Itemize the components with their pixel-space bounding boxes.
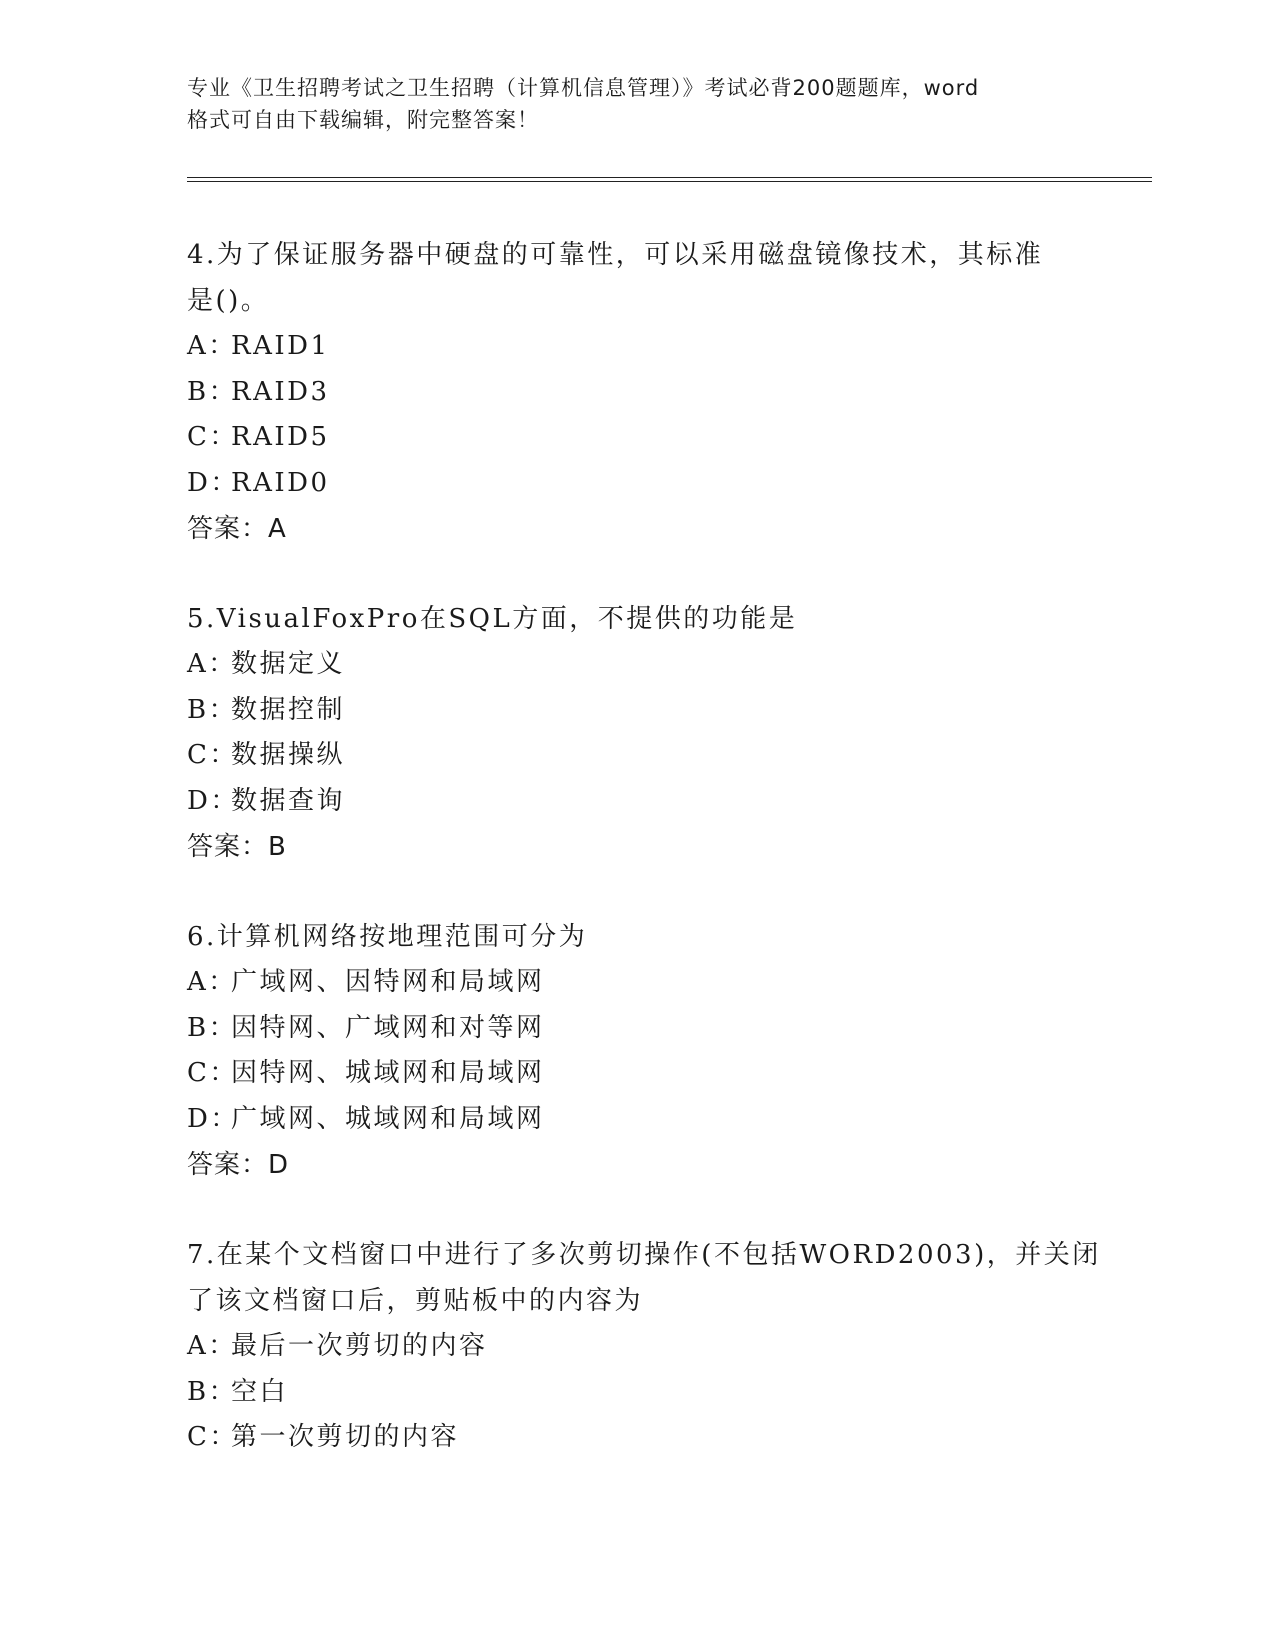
option-text: 因特网、城域网和局域网 xyxy=(231,1058,545,1088)
option-c xyxy=(187,733,1087,779)
option-key: A： xyxy=(187,331,237,361)
option-key: B： xyxy=(187,1376,238,1407)
option-key: C： xyxy=(187,1058,238,1088)
answer: 答案：A xyxy=(187,514,287,544)
question-line-1: 4.为了保证服务器中硬盘的可靠性，可以采用磁盘镜像技术，其标准 xyxy=(187,240,1044,270)
option-text: 数据查询 xyxy=(231,785,346,816)
option-a xyxy=(187,324,1087,370)
option-a xyxy=(187,642,1087,688)
option-d xyxy=(187,461,1087,507)
option-key: C： xyxy=(187,740,238,770)
question-line-2: 了该文档窗口后，剪贴板中的内容为 xyxy=(187,1286,644,1316)
header-line-2: 格式可自由下载编辑，附完整答案！ xyxy=(187,108,539,132)
question-text xyxy=(187,914,1087,960)
option-key: A： xyxy=(187,967,237,997)
option-a xyxy=(187,1324,1087,1370)
question-line-2: 是()。 xyxy=(187,286,270,316)
answer: 答案：D xyxy=(187,1150,290,1180)
option-text: RAID0 xyxy=(231,467,330,498)
option-text: 最后一次剪切的内容 xyxy=(231,1331,488,1361)
header-line-1: 专业《卫生招聘考试之卫生招聘（计算机信息管理）》考试必背200题题库，word xyxy=(187,76,980,100)
document-header xyxy=(187,72,1087,136)
option-b xyxy=(187,1370,1087,1416)
option-key: B： xyxy=(187,376,238,407)
option-key: A： xyxy=(187,1331,237,1361)
question-line-1: 7.在某个文档窗口中进行了多次剪切操作(不包括WORD2003)，并关闭 xyxy=(187,1240,1101,1270)
option-text: 广域网、因特网和局域网 xyxy=(231,967,545,997)
answer: 答案：B xyxy=(187,832,287,862)
question-4 xyxy=(187,232,1087,552)
option-text: 第一次剪切的内容 xyxy=(231,1422,460,1452)
question-5 xyxy=(187,596,1087,870)
option-c xyxy=(187,1415,1087,1461)
option-key: D： xyxy=(187,467,239,498)
option-text: 数据定义 xyxy=(231,649,346,679)
option-b xyxy=(187,1006,1087,1052)
option-key: B： xyxy=(187,1012,238,1043)
question-7 xyxy=(187,1232,1101,1461)
option-key: C： xyxy=(187,422,238,452)
option-key: A： xyxy=(187,649,237,679)
option-c xyxy=(187,415,1087,461)
option-text: 因特网、广域网和对等网 xyxy=(231,1012,545,1043)
option-d xyxy=(187,779,1087,825)
option-b xyxy=(187,370,1087,416)
option-c xyxy=(187,1051,1087,1097)
question-line-1: 6.计算机网络按地理范围可分为 xyxy=(187,922,588,952)
option-text: RAID3 xyxy=(231,376,330,407)
option-text: 广域网、城域网和局域网 xyxy=(231,1103,545,1134)
option-a xyxy=(187,960,1087,1006)
question-text xyxy=(187,1232,1101,1324)
option-text: 数据控制 xyxy=(231,694,346,725)
option-text: RAID5 xyxy=(231,422,330,452)
option-text: 空白 xyxy=(231,1376,289,1407)
option-key: D： xyxy=(187,1103,239,1134)
header-divider-bottom xyxy=(187,181,1152,182)
option-key: B： xyxy=(187,694,238,725)
question-line-1: 5.VisualFoxPro在SQL方面，不提供的功能是 xyxy=(187,604,798,634)
question-text xyxy=(187,596,1087,642)
option-b xyxy=(187,688,1087,734)
option-d xyxy=(187,1097,1087,1143)
question-text xyxy=(187,232,1087,324)
option-text: RAID1 xyxy=(231,331,330,361)
option-text: 数据操纵 xyxy=(231,740,346,770)
option-key: D： xyxy=(187,785,239,816)
header-divider-top xyxy=(187,177,1152,178)
question-6 xyxy=(187,914,1087,1188)
option-key: C： xyxy=(187,1422,238,1452)
